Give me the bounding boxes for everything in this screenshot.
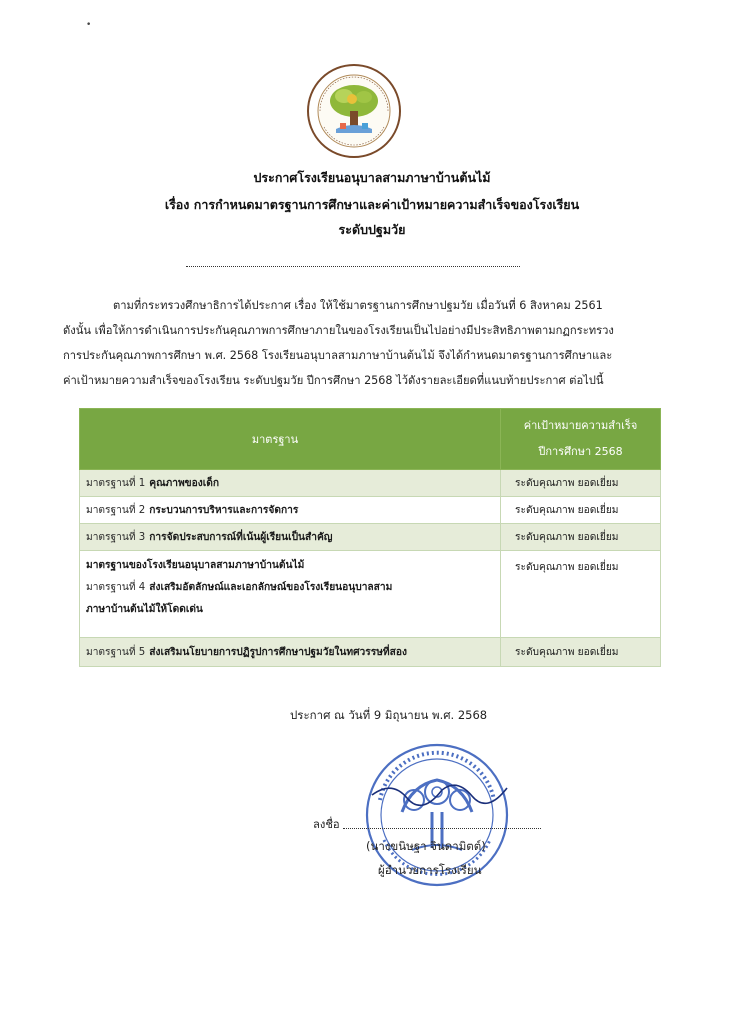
dotted-divider [186,266,520,267]
standard-label: มาตรฐานที่ 2 [86,505,146,516]
target-cell: ระดับคุณภาพ ยอดเยี่ยม [501,497,661,524]
table-row [80,497,661,524]
school-standards-heading: มาตรฐานของโรงเรียนอนุบาลสามภาษาบ้านต้นไม้ [86,560,305,571]
header-target-line2: ปีการศึกษา 2568 [538,445,623,458]
table-row [80,638,661,667]
body-paragraph-line: การประกันคุณภาพการศึกษา พ.ศ. 2568 โรงเรียนอนุบาลสามภาษาบ้านต้นไม้ จึงได้กำหนดมาตรฐานการศึกษาและ [63,349,613,362]
standard-cell [80,638,501,667]
standard-label: มาตรฐานที่ 3 [86,532,146,543]
table-row [80,551,661,638]
standard-cell [80,524,501,551]
standard-label: มาตรฐานที่ 1 [86,478,146,489]
header-standard: มาตรฐาน [80,409,501,470]
header-target-line1: ค่าเป้าหมายความสำเร็จ [523,419,638,432]
signatory-name: (นางขนิษฐา จินดามิตต์) [366,839,486,853]
table-row [80,524,661,551]
standard-name: ส่งเสริมนโยบายการปฏิรูปการศึกษาปฐมวัยในทศวรรษที่สอง [149,647,407,658]
standard-name: กระบวนการบริหารและการจัดการ [149,505,299,516]
scan-mark: • [86,20,92,30]
signature-line [343,828,541,829]
standard-line [86,577,494,599]
target-cell: ระดับคุณภาพ ยอดเยี่ยม [501,551,661,638]
target-cell: ระดับคุณภาพ ยอดเยี่ยม [501,470,661,497]
signatory-position: ผู้อำนวยการโรงเรียน [378,863,482,877]
announcement-title: ประกาศโรงเรียนอนุบาลสามภาษาบ้านต้นไม้ [253,170,491,185]
target-cell: ระดับคุณภาพ ยอดเยี่ยม [501,638,661,667]
standard-name: ส่งเสริมอัตลักษณ์และเอกลักษณ์ของโรงเรียนอนุบาลสาม [149,582,393,593]
standard-cell [80,470,501,497]
body-paragraph-line: ดังนั้น เพื่อให้การดำเนินการประกันคุณภาพการศึกษาภายในของโรงเรียนเป็นไปอย่างมีประสิทธิภาพตามกฏกระทรวง [63,324,614,337]
standards-table [79,408,661,667]
header-target [501,409,661,470]
announcement-level: ระดับปฐมวัย [338,222,406,237]
table-row [80,470,661,497]
standard-label: มาตรฐานที่ 5 [86,647,146,658]
standard-cell [80,551,501,638]
standard-name: คุณภาพของเด็ก [149,478,220,489]
announcement-subject: เรื่อง การกำหนดมาตรฐานการศึกษาและค่าเป้าหมายความสำเร็จของโรงเรียน [164,197,580,212]
body-paragraph-line: ตามที่กระทรวงศึกษาธิการได้ประกาศ เรื่อง ให้ใช้มาตรฐานการศึกษาปฐมวัย เมื่อวันที่ 6 สิงหาคม 2561 [113,299,603,312]
body-paragraph-line: ค่าเป้าหมายความสำเร็จของโรงเรียน ระดับปฐมวัย ปีการศึกษา 2568 ไว้ดังรายละเอียดที่แนบท้ายประกาศ ต่อไปนี้ [63,374,604,387]
table-header-row [80,409,661,470]
standard-name: การจัดประสบการณ์ที่เน้นผู้เรียนเป็นสำคัญ [149,532,333,543]
standard-name-continued: ภาษาบ้านต้นไม้ให้โดดเด่น [86,604,203,615]
standard-label: มาตรฐานที่ 4 [86,582,146,593]
announcement-date: ประกาศ ณ วันที่ 9 มิถุนายน พ.ศ. 2568 [290,708,488,722]
standard-cell [80,497,501,524]
target-cell: ระดับคุณภาพ ยอดเยี่ยม [501,524,661,551]
signature-label: ลงชื่อ [313,818,340,831]
school-tree-logo-icon [306,63,402,159]
